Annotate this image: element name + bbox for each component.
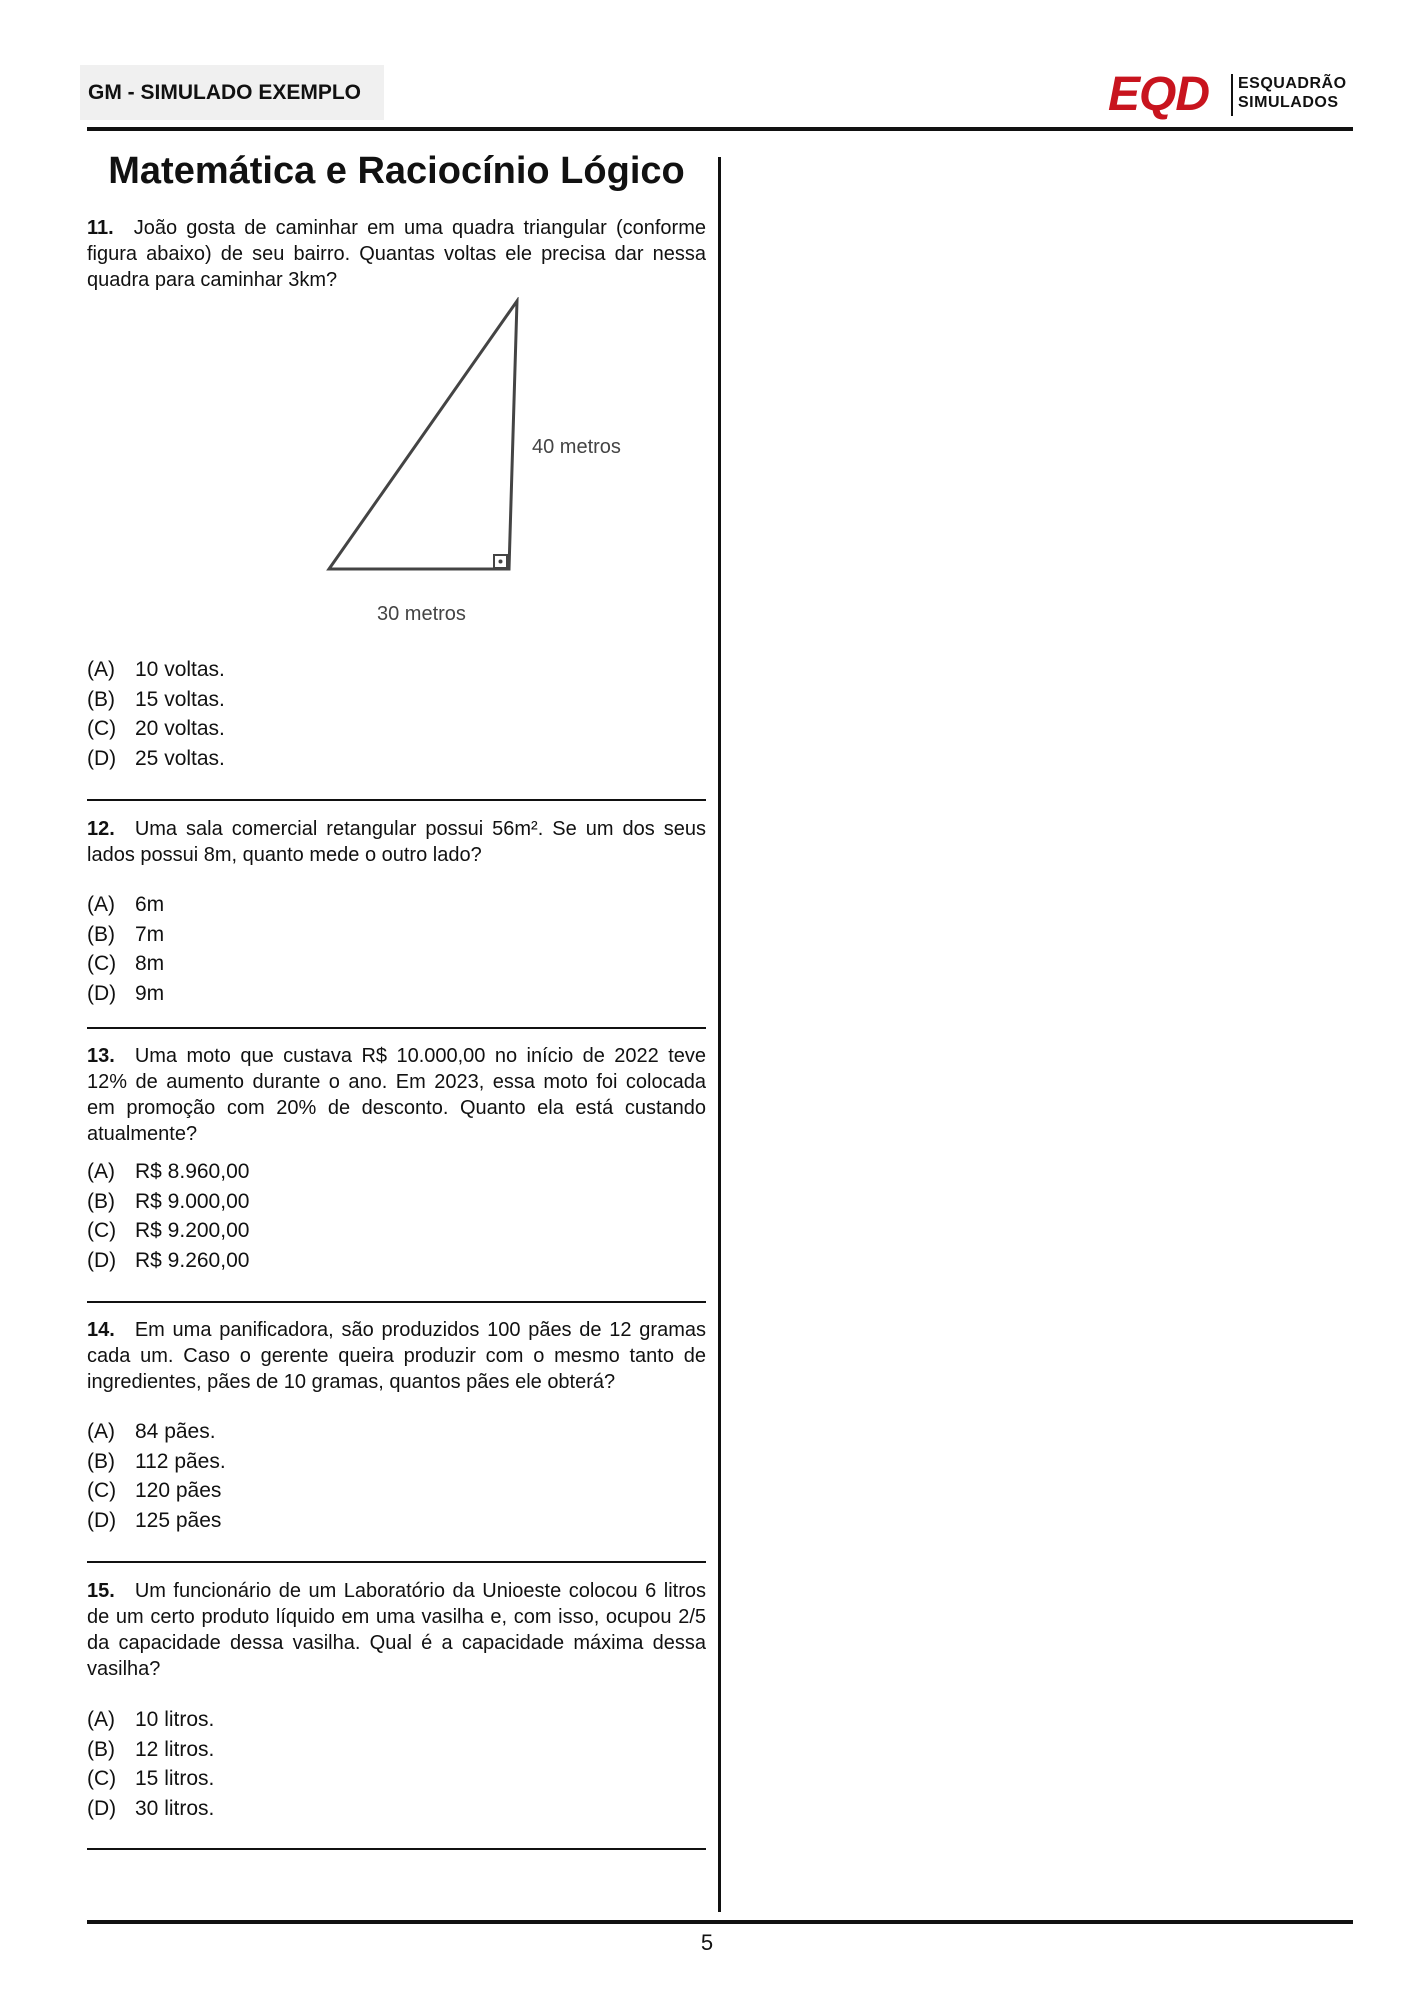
option-a[interactable] [87,1705,706,1735]
question-text [87,816,706,868]
option-b[interactable] [87,1735,706,1765]
question-text [87,1317,706,1395]
option-letter: (C) [87,1219,117,1242]
question-body: Em uma panificadora, são produzidos 100 pães de 12 gramas cada um. Caso o gerente queira produzir com o mesmo tanto de ingredientes, pães de 10 gramas, quantos pães ele obterá? [87,1319,706,1393]
question-15-options [87,1705,706,1823]
question-body: Um funcionário de um Laboratório da Unioeste colocou 6 litros de um certo produto líquido em uma vasilha e, com isso, ocupou 2/5 da capacidade dessa vasilha. Qual é a capacidade máxima dessa vasilha? [87,1580,706,1680]
option-text: 7m [135,922,165,946]
option-d[interactable] [87,979,706,1009]
option-a[interactable] [87,890,706,920]
option-letter: (C) [87,1479,117,1502]
option-text: 25 voltas. [135,746,225,770]
option-text: R$ 9.200,00 [135,1219,250,1242]
question-number: 15. [87,1580,115,1602]
option-b[interactable] [87,1447,706,1477]
question-separator [87,1301,706,1303]
option-letter: (A) [87,658,115,681]
option-text: R$ 9.000,00 [135,1189,250,1213]
question-14 [87,1317,706,1395]
column-divider [718,157,721,1912]
option-d[interactable] [87,744,706,774]
option-text: 112 pães. [135,1449,226,1473]
option-text: 125 pães [135,1508,222,1532]
question-text [87,1578,706,1682]
options-list [87,890,706,1008]
option-c[interactable] [87,1476,706,1506]
question-separator [87,799,706,801]
option-a[interactable] [87,655,706,685]
option-c[interactable] [87,1216,706,1246]
question-11-options [87,655,706,773]
logo-word [1108,70,1209,120]
question-number: 13. [87,1045,115,1067]
option-text: 9m [135,981,165,1005]
question-12 [87,816,706,868]
option-c[interactable] [87,949,706,979]
triangle-shape [329,301,517,569]
option-text: 84 pães. [135,1420,216,1443]
option-b[interactable] [87,1187,706,1217]
question-separator [87,1561,706,1563]
question-separator [87,1848,706,1850]
option-text: 30 litros. [135,1796,215,1820]
question-body: Uma sala comercial retangular possui 56m². Se um dos seus lados possui 8m, quanto mede o outro lado? [87,818,706,866]
option-d[interactable] [87,1794,706,1824]
option-letter: (C) [87,717,117,740]
option-a[interactable] [87,1157,706,1187]
option-text: 15 voltas. [135,687,225,711]
options-list [87,1417,706,1535]
option-letter: (D) [87,1796,117,1820]
option-letter: (C) [87,1767,117,1790]
option-c[interactable] [87,1764,706,1794]
logo-word-text: EQD [1108,68,1210,121]
question-13-options [87,1157,706,1275]
question-separator [87,1027,706,1029]
option-text: R$ 8.960,00 [135,1160,250,1183]
question-13 [87,1043,706,1147]
option-letter: (D) [87,1508,117,1532]
question-12-options [87,890,706,1008]
question-text [87,215,706,293]
right-triangle-figure [317,297,657,637]
eqd-logo [1108,70,1353,120]
option-letter: (B) [87,922,115,946]
section-title: Matemática e Raciocínio Lógico [108,150,685,192]
option-letter: (B) [87,1189,115,1213]
exam-label: GM - SIMULADO EXEMPLO [80,65,384,120]
option-text: 120 pães [135,1479,222,1502]
option-letter: (D) [87,981,117,1005]
question-text [87,1043,706,1147]
options-list [87,1157,706,1275]
option-letter: (B) [87,687,115,711]
option-text: 10 voltas. [135,658,225,681]
option-text: 10 litros. [135,1708,215,1731]
logo-line-1: ESQUADRÃO [1238,75,1347,92]
option-b[interactable] [87,920,706,950]
logo-line-2: SIMULADOS [1238,94,1339,111]
option-a[interactable] [87,1417,706,1447]
option-letter: (D) [87,1248,117,1272]
option-text: 12 litros. [135,1737,215,1761]
height-label: 40 metros [532,436,621,458]
option-letter: (A) [87,1160,115,1183]
logo-text [1238,74,1347,112]
footer-rule [87,1920,1353,1924]
option-b[interactable] [87,685,706,715]
option-text: R$ 9.260,00 [135,1248,250,1272]
question-number: 14. [87,1319,115,1341]
option-letter: (B) [87,1737,115,1761]
option-text: 20 voltas. [135,717,225,740]
option-text: 6m [135,893,165,916]
question-body: João gosta de caminhar em uma quadra triangular (conforme figura abaixo) de seu bairro. Quantas voltas ele precisa dar nessa quadra para caminhar 3km? [87,217,706,291]
options-list [87,1705,706,1823]
question-number: 11. [87,217,114,239]
option-letter: (A) [87,1420,115,1443]
option-text: 15 litros. [135,1767,215,1790]
option-letter: (D) [87,746,117,770]
question-number: 12. [87,818,115,840]
option-text: 8m [135,952,165,975]
logo-separator [1231,74,1233,116]
option-c[interactable] [87,714,706,744]
base-label: 30 metros [377,603,466,625]
question-body: Uma moto que custava R$ 10.000,00 no início de 2022 teve 12% de aumento durante o ano. Em 2023, essa moto foi colocada em promoção com 20% de desconto. Quanto ela está custando atualmente? [87,1045,706,1145]
header-rule [87,127,1353,131]
option-letter: (C) [87,952,117,975]
question-11 [87,215,706,293]
option-letter: (A) [87,893,115,916]
options-list [87,655,706,773]
option-d[interactable] [87,1246,706,1276]
option-letter: (A) [87,1708,115,1731]
page-number: 5 [700,1930,714,1955]
option-letter: (B) [87,1449,115,1473]
option-d[interactable] [87,1506,706,1536]
right-angle-dot [499,560,503,564]
question-14-options [87,1417,706,1535]
question-15 [87,1578,706,1682]
